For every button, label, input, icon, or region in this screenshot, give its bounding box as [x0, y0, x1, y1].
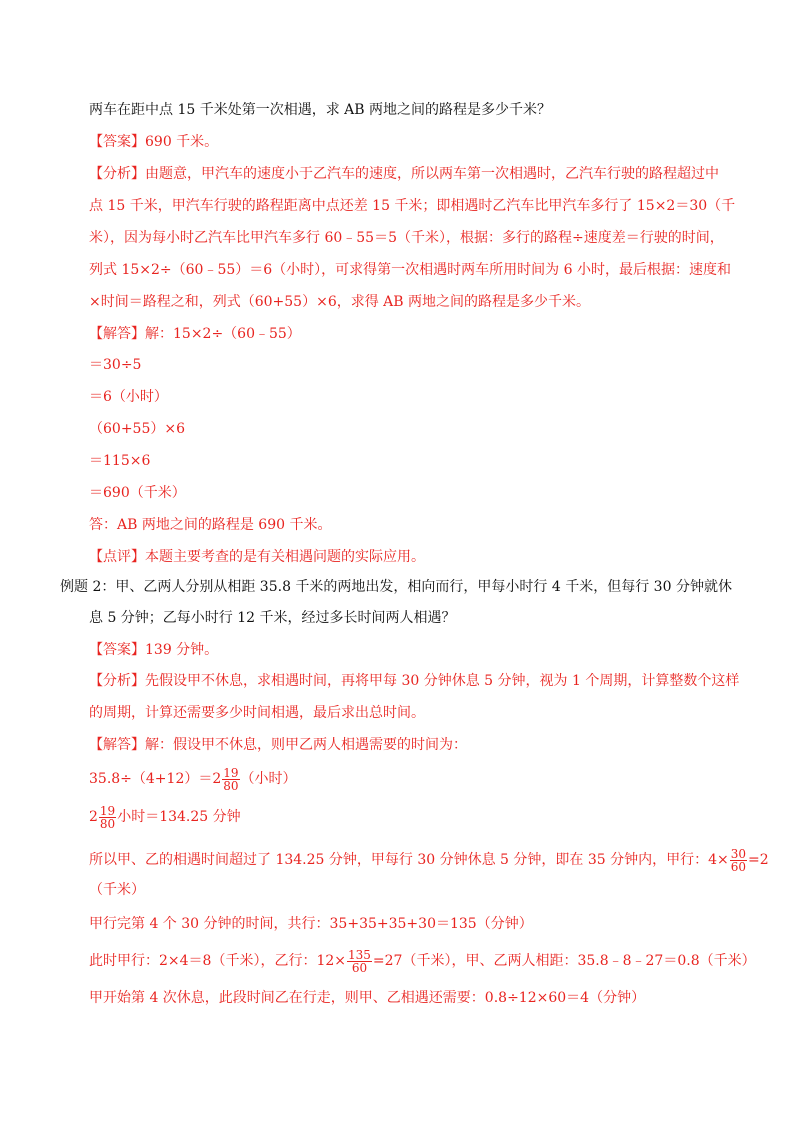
example-2-question-line-1: 例题 2：甲、乙两人分别从相距 35.8 千米的两地出发，相向而行，甲每小时行 4 千米，但每行 30 分钟就休 [60, 579, 732, 595]
step-text: 小时＝134.25 分钟 [117, 809, 241, 825]
solution-step: ＝6（小时） [89, 389, 168, 405]
solution-2-step-4: 甲行完第 4 个 30 分钟的时间，共行：35+35+35+30＝135（分钟） [89, 916, 533, 932]
analysis-tag: 【分析】 [89, 673, 145, 689]
solution-first: 解：15×2÷（60﹣55） [145, 326, 301, 342]
solution-2-step-1 [89, 766, 297, 792]
analysis-line-2: 点 15 千米，甲汽车行驶的路程距离中点还差 15 千米；即相遇时乙汽车比甲汽车多行了 15×2＝30（千 [89, 198, 736, 214]
step-text: 2 [89, 809, 98, 825]
step-text: （小时） [240, 771, 297, 787]
comment-text: 本题主要考查的是有关相遇问题的实际应用。 [145, 549, 425, 565]
solution-step: ＝690（千米） [89, 485, 186, 501]
solution-2-step-3b: （千米） [89, 882, 145, 898]
analysis-line-1 [89, 164, 719, 184]
solution-step: （60+55）×6 [89, 421, 185, 437]
analysis-tag: 【分析】 [89, 166, 145, 182]
solution-tag: 【解答】 [89, 326, 145, 342]
analysis-line-5: ×时间＝路程之和，列式（60+55）×6，求得 AB 两地之间的路程是多少千米。 [89, 294, 591, 310]
answer-tag: 【答案】 [89, 134, 145, 150]
example-2-question-line-2: 息 5 分钟；乙每小时行 12 千米，经过多长时间两人相遇？ [89, 610, 456, 626]
solution-2-step-6: 甲开始第 4 次休息，此段时间乙在行走，则甲、乙相遇还需要：0.8÷12×60＝4（分钟） [89, 990, 646, 1006]
fraction-135-60: $\frac{135}{60}$ [348, 947, 371, 975]
comment-tag: 【点评】 [89, 549, 145, 565]
answer-tag: 【答案】 [89, 642, 145, 658]
analysis-line-3: 米），因为每小时乙汽车比甲汽车多行 60﹣55＝5（千米），根据：多行的路程÷速度差＝行驶的时间， [89, 230, 724, 246]
fraction-19-80: $\frac{19}{80}$ [99, 803, 116, 831]
step-text: 此时甲行：2×4＝8（千米），乙行：12× [89, 953, 346, 969]
analysis-text: 先假设甲不休息，求相遇时间，再将甲每 30 分钟休息 5 分钟，视为 1 个周期，计算整数个这样 [145, 673, 740, 689]
question-tail: 两车在距中点 15 千米处第一次相遇，求 AB 两地之间的路程是多少千米？ [89, 102, 552, 118]
fraction-19-80: $\frac{19}{80}$ [223, 765, 239, 793]
solution-step: ＝115×6 [89, 453, 151, 469]
step-text: 所以甲、乙的相遇时间超过了 134.25 分钟，甲每行 30 分钟休息 5 分钟，即在 35 分钟内，甲行：4× [89, 852, 729, 868]
solution-2-line [89, 735, 467, 755]
solution-2-step-5 [89, 948, 756, 974]
solution-tag: 【解答】 [89, 737, 145, 753]
solution-first: 解：假设甲不休息，则甲乙两人相遇需要的时间为： [145, 737, 467, 753]
answer-line [89, 132, 218, 152]
analysis-text: 由题意，甲汽车的速度小于乙汽车的速度，所以两车第一次相遇时，乙汽车行驶的路程超过中 [145, 166, 719, 182]
analysis-line-4: 列式 15×2÷（60﹣55）＝6（小时），可求得第一次相遇时两车所用时间为 6 小时，最后根据：速度和 [89, 262, 731, 278]
solution-line [89, 324, 301, 344]
analysis-2-line-2: 的周期，计算还需要多少时间相遇，最后求出总时间。 [89, 705, 425, 721]
fraction-30-60: $\frac{30}{60}$ [730, 846, 747, 874]
answer-text: 139 分钟。 [145, 642, 219, 658]
step-text: =27（千米），甲、乙两人相距：35.8﹣8﹣27＝0.8（千米） [372, 953, 756, 969]
solution-2-step-2 [89, 804, 241, 830]
analysis-2-line-1 [89, 671, 739, 691]
comment-line [89, 547, 425, 567]
step-text: 35.8÷（4+12）＝2 [89, 771, 222, 787]
answer-text: 690 千米。 [145, 134, 219, 150]
solution-2-step-3 [89, 847, 769, 873]
answer-line-2 [89, 640, 218, 660]
solution-step: ＝30÷5 [89, 357, 142, 373]
final-answer: 答：AB 两地之间的路程是 690 千米。 [89, 517, 332, 533]
step-text: =2 [748, 852, 769, 868]
